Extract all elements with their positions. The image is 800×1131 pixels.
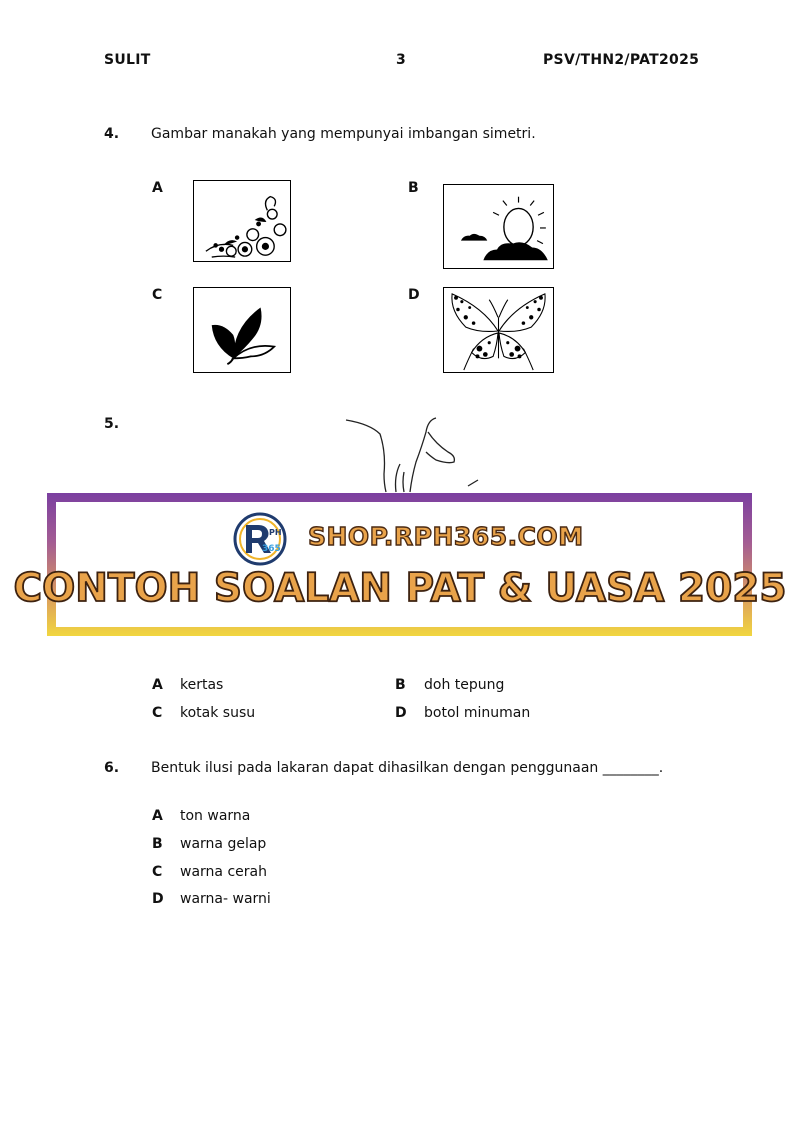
rph365-logo-icon xyxy=(232,511,288,567)
q4-option-a-image[interactable] xyxy=(193,180,291,262)
q6-option-a-text[interactable]: ton warna xyxy=(180,808,251,824)
q4-option-d-letter: D xyxy=(408,287,420,303)
promo-banner xyxy=(47,493,752,636)
butterfly-icon xyxy=(444,288,553,372)
q6-option-d-text[interactable]: warna- warni xyxy=(180,891,271,907)
q6-option-c-text[interactable]: warna cerah xyxy=(180,864,267,880)
question-4-number: 4. xyxy=(104,126,120,142)
leaf-sprig-icon xyxy=(194,288,290,372)
floral-corner-icon xyxy=(194,181,290,261)
q5-option-c-letter: C xyxy=(152,705,163,721)
header-left: SULIT xyxy=(104,52,151,68)
q5-option-a-text[interactable]: kertas xyxy=(180,677,224,693)
q4-option-c-letter: C xyxy=(152,287,163,303)
svg-text:365: 365 xyxy=(262,544,281,554)
question-5-number: 5. xyxy=(104,416,120,432)
q5-option-d-letter: D xyxy=(395,705,407,721)
q6-option-a-letter: A xyxy=(152,808,163,824)
page-number: 3 xyxy=(396,52,407,68)
hand-sketch-icon xyxy=(340,412,490,494)
q4-option-c-image[interactable] xyxy=(193,287,291,373)
shop-url[interactable]: SHOP.RPH365.COM xyxy=(308,522,584,551)
question-6-number: 6. xyxy=(104,760,120,776)
sun-landscape-icon xyxy=(444,185,553,268)
q6-option-b-text[interactable]: warna gelap xyxy=(180,836,267,852)
svg-text:PH: PH xyxy=(269,528,282,537)
q4-option-d-image[interactable] xyxy=(443,287,554,373)
q5-option-b-letter: B xyxy=(395,677,406,693)
q5-option-b-text[interactable]: doh tepung xyxy=(424,677,505,693)
banner-title: CONTOH SOALAN PAT & UASA 2025 xyxy=(13,566,787,611)
q4-option-b-letter: B xyxy=(408,180,419,196)
question-6-text: Bentuk ilusi pada lakaran dapat dihasilkan dengan penggunaan ________. xyxy=(151,760,664,776)
q5-option-a-letter: A xyxy=(152,677,163,693)
q5-option-d-text[interactable]: botol minuman xyxy=(424,705,531,721)
q6-option-b-letter: B xyxy=(152,836,163,852)
question-4-text: Gambar manakah yang mempunyai imbangan simetri. xyxy=(151,126,536,142)
q5-option-c-text[interactable]: kotak susu xyxy=(180,705,256,721)
header-right: PSV/THN2/PAT2025 xyxy=(543,52,700,68)
q6-option-c-letter: C xyxy=(152,864,163,880)
q4-option-b-image[interactable] xyxy=(443,184,554,269)
q4-option-a-letter: A xyxy=(152,180,163,196)
q6-option-d-letter: D xyxy=(152,891,164,907)
